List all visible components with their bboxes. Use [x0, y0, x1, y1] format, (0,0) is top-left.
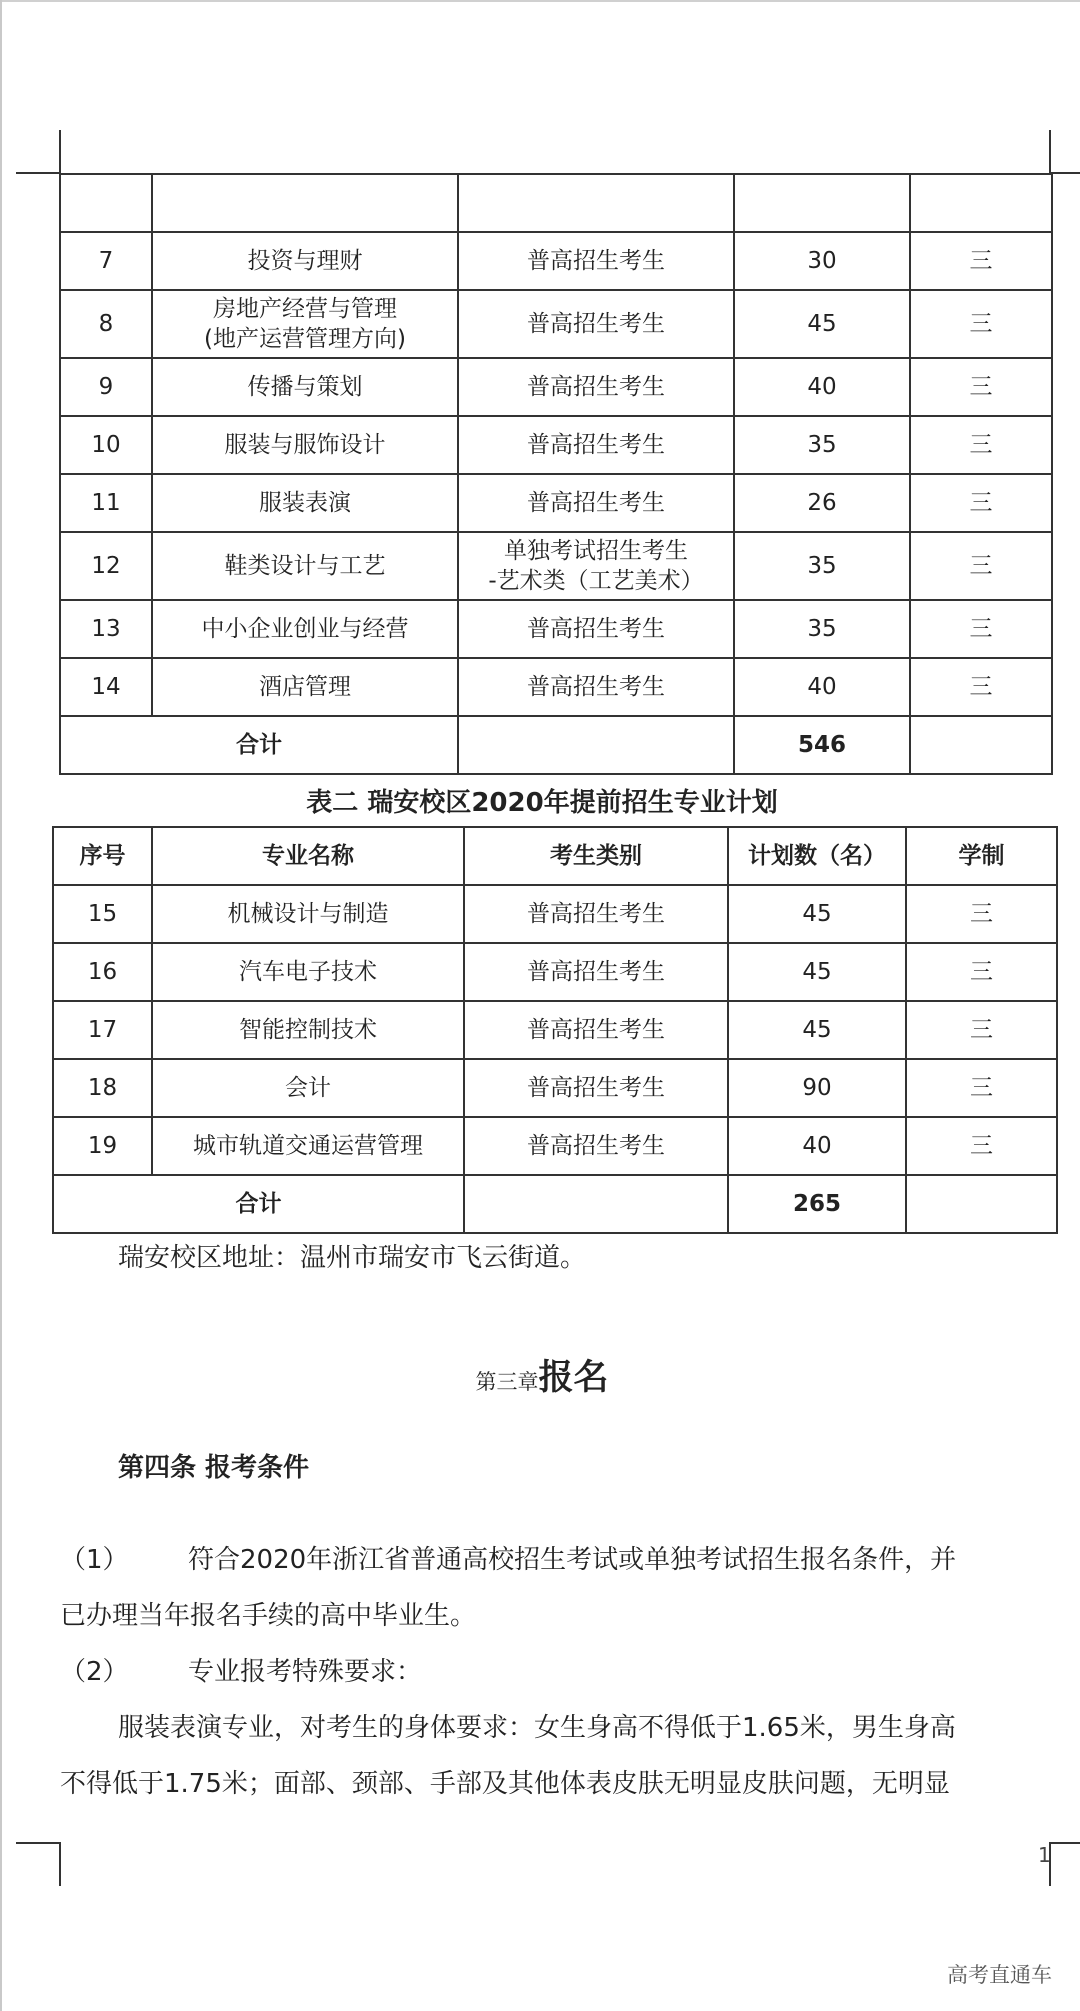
- table-cell: [458, 716, 734, 774]
- student-category: 普高招生考生: [458, 474, 734, 532]
- row-number: 18: [53, 1059, 152, 1117]
- plan-count: 26: [734, 474, 910, 532]
- plan-count: 40: [734, 358, 910, 416]
- row-number: 17: [53, 1001, 152, 1059]
- table-cell: [458, 174, 734, 232]
- study-years: 三: [910, 416, 1052, 474]
- study-years: 三: [906, 943, 1057, 1001]
- major-name: 机械设计与制造: [152, 885, 464, 943]
- body-line-1: 服装表演专业，对考生的身体要求：女生身高不得低于1.65米，男生身高: [118, 1713, 956, 1743]
- study-years: 三: [910, 474, 1052, 532]
- major-name: 酒店管理: [152, 658, 458, 716]
- row-number: 14: [60, 658, 152, 716]
- total-value: 265: [728, 1175, 906, 1233]
- major-name: 会计: [152, 1059, 464, 1117]
- table-row: [60, 290, 1052, 358]
- crop-mark-bottom-right-h: [1049, 1842, 1080, 1844]
- category-line2: -艺术类（工艺美术）: [488, 568, 704, 594]
- item-2-number: （2）: [60, 1657, 129, 1687]
- row-number: 9: [60, 358, 152, 416]
- major-name: 服装表演: [152, 474, 458, 532]
- item-1-text: 符合2020年浙江省普通高校招生考试或单独考试招生报名条件，并: [188, 1545, 957, 1575]
- table-row-empty: [60, 174, 1052, 232]
- header-serial: 序号: [53, 827, 152, 885]
- table-row: [53, 885, 1057, 943]
- total-value: 546: [734, 716, 910, 774]
- table-row: [53, 1059, 1057, 1117]
- chapter-prefix: 第三章: [475, 1370, 539, 1394]
- study-years: 三: [906, 1059, 1057, 1117]
- table-row: [60, 532, 1052, 600]
- student-category: [458, 532, 734, 600]
- table-cell: [906, 1175, 1057, 1233]
- table-cell: [734, 174, 910, 232]
- plan-count: 40: [734, 658, 910, 716]
- table-header-row: [53, 827, 1057, 885]
- student-category: 普高招生考生: [458, 658, 734, 716]
- table-cell: [152, 174, 458, 232]
- student-category: 普高招生考生: [458, 232, 734, 290]
- study-years: 三: [906, 1117, 1057, 1175]
- row-number: 19: [53, 1117, 152, 1175]
- plan-count: 45: [728, 885, 906, 943]
- article-heading: 第四条 报考条件: [118, 1453, 310, 1483]
- table-one-continued: [59, 173, 1053, 775]
- major-name: 智能控制技术: [152, 1001, 464, 1059]
- chapter-heading: [2, 1350, 1080, 1400]
- total-label: 合计: [53, 1175, 464, 1233]
- crop-mark-top-left-v: [59, 130, 61, 174]
- major-name: 投资与理财: [152, 232, 458, 290]
- study-years: 三: [906, 1001, 1057, 1059]
- table-total-row: [53, 1175, 1057, 1233]
- plan-count: 35: [734, 416, 910, 474]
- row-number: 12: [60, 532, 152, 600]
- crop-mark-bottom-left-h: [16, 1842, 61, 1844]
- study-years: 三: [910, 532, 1052, 600]
- table-row: [60, 232, 1052, 290]
- major-name: 服装与服饰设计: [152, 416, 458, 474]
- row-number: 11: [60, 474, 152, 532]
- major-name: 城市轨道交通运营管理: [152, 1117, 464, 1175]
- crop-mark-top-left-h: [16, 172, 61, 174]
- table-row: [60, 416, 1052, 474]
- item-1-number: （1）: [60, 1545, 129, 1575]
- plan-count: 35: [734, 532, 910, 600]
- watermark-text: 高考直通车: [947, 1963, 1052, 1987]
- plan-count: 90: [728, 1059, 906, 1117]
- major-name: 中小企业创业与经营: [152, 600, 458, 658]
- page-top-border: [2, 0, 1080, 2]
- student-category: 普高招生考生: [464, 885, 728, 943]
- student-category: 普高招生考生: [464, 1117, 728, 1175]
- table-cell: [464, 1175, 728, 1233]
- table-row: [60, 600, 1052, 658]
- student-category: 普高招生考生: [464, 943, 728, 1001]
- table-row: [60, 658, 1052, 716]
- header-category: 考生类别: [464, 827, 728, 885]
- table-two-caption: 表二 瑞安校区2020年提前招生专业计划: [306, 788, 778, 818]
- major-name-line1: 房地产经营与管理: [213, 296, 397, 322]
- header-count: 计划数（名）: [728, 827, 906, 885]
- campus-address: 瑞安校区地址：温州市瑞安市飞云街道。: [118, 1243, 587, 1273]
- header-major: 专业名称: [152, 827, 464, 885]
- student-category: 普高招生考生: [458, 416, 734, 474]
- table-total-row: [60, 716, 1052, 774]
- crop-mark-top-right-v: [1049, 130, 1051, 174]
- table-row: [60, 358, 1052, 416]
- student-category: 普高招生考生: [458, 358, 734, 416]
- page-number: 1: [1038, 1843, 1051, 1867]
- major-name: 传播与策划: [152, 358, 458, 416]
- table-row: [53, 943, 1057, 1001]
- table-row: [53, 1117, 1057, 1175]
- student-category: 普高招生考生: [464, 1001, 728, 1059]
- row-number: 13: [60, 600, 152, 658]
- chapter-title: 报名: [538, 1358, 609, 1398]
- total-label: 合计: [60, 716, 458, 774]
- table-cell: [910, 716, 1052, 774]
- crop-mark-bottom-left-v: [59, 1842, 61, 1886]
- plan-count: 45: [728, 1001, 906, 1059]
- plan-count: 35: [734, 600, 910, 658]
- student-category: 普高招生考生: [464, 1059, 728, 1117]
- study-years: 三: [910, 232, 1052, 290]
- crop-mark-top-right-h: [1049, 172, 1080, 174]
- table-row: [60, 474, 1052, 532]
- body-line-2: 不得低于1.75米；面部、颈部、手部及其他体表皮肤无明显皮肤问题，无明显: [60, 1769, 950, 1799]
- row-number: 10: [60, 416, 152, 474]
- item-1-continuation: 已办理当年报名手续的高中毕业生。: [60, 1601, 477, 1631]
- major-name: 鞋类设计与工艺: [152, 532, 458, 600]
- row-number: 8: [60, 290, 152, 358]
- study-years: 三: [910, 358, 1052, 416]
- item-2-text: 专业报考特殊要求：: [188, 1657, 423, 1687]
- table-two: [52, 826, 1058, 1234]
- plan-count: 45: [734, 290, 910, 358]
- row-number: 7: [60, 232, 152, 290]
- plan-count: 45: [728, 943, 906, 1001]
- table-cell: [910, 174, 1052, 232]
- major-name: [152, 290, 458, 358]
- row-number: 15: [53, 885, 152, 943]
- table-row: [53, 1001, 1057, 1059]
- major-name: 汽车电子技术: [152, 943, 464, 1001]
- study-years: 三: [906, 885, 1057, 943]
- row-number: 16: [53, 943, 152, 1001]
- study-years: 三: [910, 290, 1052, 358]
- study-years: 三: [910, 658, 1052, 716]
- header-years: 学制: [906, 827, 1057, 885]
- table-cell: [60, 174, 152, 232]
- student-category: 普高招生考生: [458, 600, 734, 658]
- major-name-line2: (地产运营管理方向): [204, 326, 406, 352]
- student-category: 普高招生考生: [458, 290, 734, 358]
- category-line1: 单独考试招生考生: [504, 538, 688, 564]
- plan-count: 30: [734, 232, 910, 290]
- study-years: 三: [910, 600, 1052, 658]
- plan-count: 40: [728, 1117, 906, 1175]
